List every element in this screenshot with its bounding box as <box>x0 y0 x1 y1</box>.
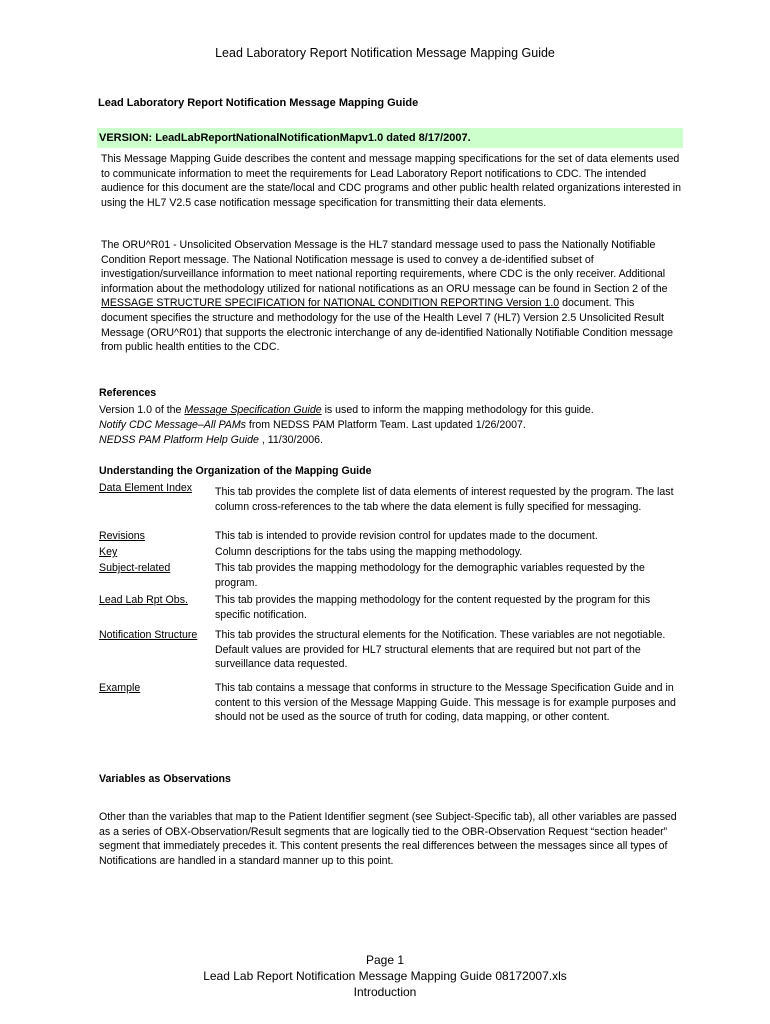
tab-link-data-element-index[interactable]: Data Element Index <box>99 482 193 494</box>
variables-paragraph: Other than the variables that map to the Patient Identifier segment (see Subject-Specific tab), all other variables are passed as a series of OBX-Observation/Result segments that are logically tied to the OBR-Observation Request “section header” segment that immediately precedes it. This content presents the real differences between the messages since all types of Notifications are handled in a standard manner up to this point. <box>99 811 677 867</box>
intro-p2-text: The ORU^R01 - Unsolicited Observation Message is the HL7 standard message used to pass the Nationally Notifiable Condition Report message. The National Notification message is used to convey a de-identified subset of investigation/surveillance information to meet national reporting requirements, where CDC is the only receiver. Additional information about the methodology utilized for national notifications as an ORU message can be found in Section 2 of the <box>101 239 668 295</box>
tab-link-revisions[interactable]: Revisions <box>99 530 145 542</box>
footer-page-number: Page 1 <box>365 953 405 967</box>
reference-2 <box>99 418 526 433</box>
tab-link-lead-lab-rpt-obs[interactable]: Lead Lab Rpt Obs. <box>99 594 188 606</box>
reference-1 <box>99 403 594 418</box>
message-structure-link[interactable]: MESSAGE STRUCTURE SPECIFICATION for NATIONAL CONDITION REPORTING Version 1.0 <box>101 297 560 310</box>
tab-desc-notification-structure: This tab provides the structural elements for the Notification. These variables are not negotiable. Default values are provided for HL7 structural elements that are required but not part of the surveillance data requested. <box>215 629 666 671</box>
tab-desc-subject-related: This tab provides the mapping methodology for the demographic variables requested by the program. <box>215 562 645 589</box>
document-title: Lead Laboratory Report Notification Message Mapping Guide <box>98 97 419 109</box>
reference-2-title: Notify CDC Message–All PAMs <box>99 419 246 431</box>
tab-link-key[interactable]: Key <box>99 546 118 558</box>
intro-paragraph-1: This Message Mapping Guide describes the content and message mapping specifications for the set of data elements used to communicate information to meet the requirements for Lead Laboratory Report notifications to CDC. The intended audience for this document are the state/local and CDC programs and other public health related organizations interested in using the HL7 V2.5 case notification message specification for transmitting their data elements. <box>101 153 682 209</box>
reference-1-prefix: Version 1.0 of the <box>99 404 185 416</box>
page-header: Lead Laboratory Report Notification Message Mapping Guide <box>215 46 555 60</box>
reference-1-suffix: is used to inform the mapping methodology for this guide. <box>321 404 594 416</box>
reference-3-title: NEDSS PAM Platform Help Guide <box>99 434 259 446</box>
footer-sheet-name: Introduction <box>353 985 417 999</box>
message-spec-guide-link[interactable]: Message Specification Guide <box>184 404 322 416</box>
intro-paragraph-2 <box>101 238 683 355</box>
references-heading: References <box>99 387 157 399</box>
tab-desc-key: Column descriptions for the tabs using the mapping methodology. <box>215 546 523 558</box>
reference-3 <box>99 433 323 448</box>
footer-file-name: Lead Lab Report Notification Message Mapping Guide 08172007.xls <box>203 969 567 983</box>
tab-link-notification-structure[interactable]: Notification Structure <box>99 629 198 641</box>
tab-desc-lead-lab-rpt-obs: This tab provides the mapping methodology for the content requested by the program for this specific notification. <box>215 594 651 621</box>
tab-desc-example: This tab contains a message that conforms in structure to the Message Specification Guide and in content to this version of the Message Mapping Guide. This message is for example purposes and should not be used as the source of truth for coding, data mapping, or other content. <box>215 682 676 724</box>
reference-2-suffix: from NEDSS PAM Platform Team. Last updated 1/26/2007. <box>245 419 526 431</box>
tab-link-subject-related[interactable]: Subject-related <box>99 562 171 574</box>
tab-desc-data-element-index: This tab provides the complete list of data elements of interest requested by the program. The last column cross-references to the tab where the data element is fully specified for messaging. <box>215 486 674 513</box>
variables-heading: Variables as Observations <box>99 773 231 785</box>
tab-link-example[interactable]: Example <box>99 682 141 694</box>
organization-heading: Understanding the Organization of the Mapping Guide <box>99 465 372 477</box>
intro-p2-text-end: document. This document specifies the structure and methodology for the use of the Health Level 7 (HL7) Version 2.5 Unsolicited Result Message (ORU^R01) that supports the electronic interchange of any de-identified Nationally Notifiable Condition message from public health entities to the CDC. <box>101 297 674 354</box>
version-band: VERSION: LeadLabReportNationalNotificationMapv1.0 dated 8/17/2007. <box>97 128 683 148</box>
reference-3-suffix: , 11/30/2006. <box>258 434 323 446</box>
tab-desc-revisions: This tab is intended to provide revision control for updates made to the document. <box>215 530 598 542</box>
